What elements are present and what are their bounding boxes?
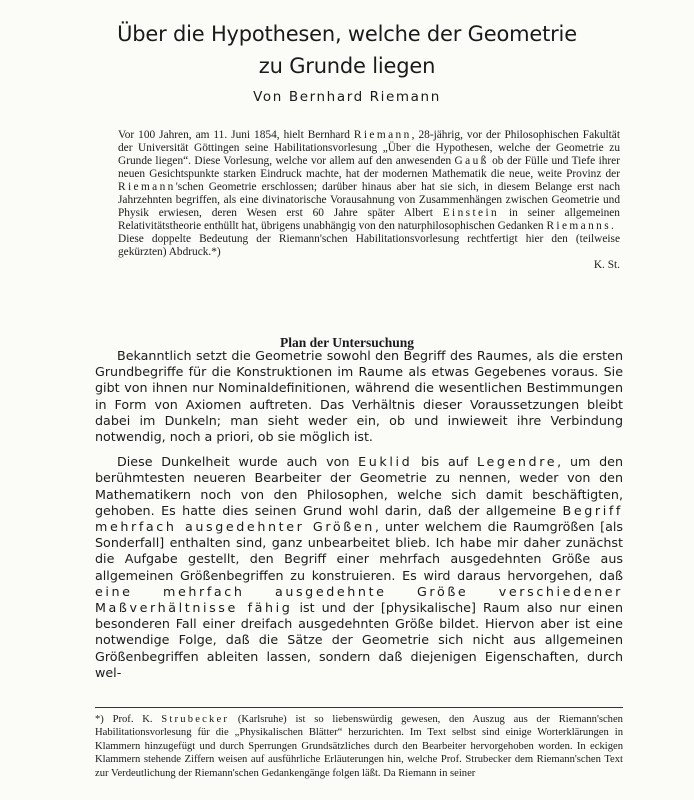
body-text: , um den berühmtesten neueren Bearbeiter der Geometrie zu nennen, weder von den Mathematikern noch von den Philosophen, welche sich damit beschäftigten, gehoben. Es hatte dies seinen Grund wohl darin, daß der allgemeine	[95, 454, 623, 518]
footnote	[95, 713, 623, 780]
intro-text: 'schen Geometrie erschlossen; darüber hinaus aber hat sie sich, in diesem Belange erst nach Jahrzehnten begriffen, als eine divinatorische Vorausahnung von Zusammenhängen zwischen Geometrie und Physik erwiesen, deren Wesen erst 60 Jahre später Albert	[118, 180, 620, 219]
spaced-name-legendre: Legendre	[477, 454, 558, 470]
spaced-name-einstein: Einstein	[442, 206, 500, 219]
intro-text: in seiner allgemeinen Relativitätstheorie enthüllt hat, übrigens unabhängig von den naturphilosophischen Gedanken	[118, 206, 620, 232]
body-paragraph-2	[95, 454, 623, 681]
editor-signature: K. St.	[593, 258, 620, 271]
editorial-introduction	[118, 129, 620, 271]
body-text: bis auf	[412, 454, 477, 470]
intro-text: .	[611, 219, 614, 232]
spaced-name-euklid: Euklid	[358, 454, 413, 470]
page-crop-fade	[0, 790, 694, 800]
intro-closing-text: Diese doppelte Bedeutung der Riemann'schen Habilitationsvorlesung rechtfertigt hier den (teilweise gekürzten) Abdruck.*)	[118, 232, 620, 258]
spaced-name-strubecker: Strubecker	[161, 714, 230, 725]
intro-signature-row	[118, 259, 620, 272]
footnote-text: *) Prof. K.	[95, 714, 162, 725]
intro-text: ob der Fülle und Tiefe ihrer neuen Gesichtspunkte starken Eindruck machte, hat der modernen Mathematik die neue, weite Provinz der	[118, 154, 620, 180]
body-text: ist und der [physikalische] Raum also nur einen besonderen Fall einer dreifach ausgedehnten Größe bildet. Hiervon aber ist eine notwendige Folge, daß die Sätze der Geometrie sich nicht aus allgemeinen Größenbegriffen ableiten lassen, sondern daß diejenigen Eigenschaften, durch wel-	[95, 600, 623, 680]
intro-text: Vor 100 Jahren, am 11. Juni 1854, hielt Bernhard	[118, 129, 354, 141]
section-heading: Plan der Untersuchung	[279, 335, 415, 351]
footnote-text: (Karlsruhe) ist so liebenswürdig gewesen, den Auszug aus der Riemann'schen Habilitationsvorlesung für die „Physikalischen Blätter“ herzurichten. Im Text selbst sind einige Worterklärungen in Klammern hinzugefügt und durch Sperrungen Grundsätzliches durch den Bearbeiter hervorgehoben worden. In eckigen Klammern stehende Ziffern weisen auf ausführliche Erläuterungen hin, welche Prof. Strubecker dem Riemann'schen Text zur Verdeutlichung der Riemann'schen Gedankengänge folgen läßt. Da Riemann in seiner	[95, 714, 623, 779]
article-title-line-2: zu Grunde liegen	[258, 54, 436, 78]
footnote-paragraph	[95, 713, 623, 780]
main-text	[95, 348, 623, 681]
body-text: Diese Dunkelheit wurde auch von	[117, 454, 359, 470]
footnote-divider	[95, 707, 623, 708]
author-byline: Von Bernhard Riemann	[253, 89, 441, 105]
intro-paragraph-1	[118, 129, 620, 233]
body-text: , unter welchem die Raumgrößen [als Sonderfall] enthalten sind, ganz unbearbeitet blieb. Ich habe mir daher zunächst die Aufgabe gestellt, den Begriff einer mehrfach ausgedehnten Größe aus allgemeinen Größenbegriffen zu konstruieren. Es wird daraus hervorgehen, daß	[95, 519, 624, 583]
spaced-name-riemann: Riemann	[353, 129, 412, 141]
spaced-emphasis-thesis: eine mehrfach ausgedehnte Größe verschiedener Maßverhältnisse fähig	[95, 583, 623, 616]
spaced-emphasis-concept: Begriff mehrfach ausgedehnter Größen	[95, 502, 623, 535]
spaced-name-riemann: Riemann	[118, 180, 176, 193]
spaced-name-gauss: Gauß	[454, 154, 489, 167]
spaced-name-riemanns: Riemanns	[546, 219, 612, 232]
body-paragraph-1: Bekanntlich setzt die Geometrie sowohl den Begriff des Raumes, als die ersten Grundbegriffe für die Konstruktionen im Raume als etwas Gegebenes voraus. Sie gibt von ihnen nur Nominaldefinitionen, während die wesentlichen Bestimmungen in Form von Axiomen auftreten. Das Verhältnis dieser Voraussetzungen bleibt dabei im Dunkeln; man sieht weder ein, ob und inwieweit ihre Verbindung notwendig, noch a priori, ob sie möglich ist.	[95, 348, 623, 445]
article-title-line-1: Über die Hypothesen, welche der Geometrie	[117, 22, 577, 46]
intro-paragraph-2	[118, 233, 620, 259]
intro-text: , 28-jährig, vor der Philosophischen Fakultät der Universität Göttingen seine Habilitationsvorlesung „Über die Hypothesen, welche der Geometrie zu Grunde liegen“. Diese Vorlesung, welche vor allem auf den anwesenden	[118, 129, 620, 167]
